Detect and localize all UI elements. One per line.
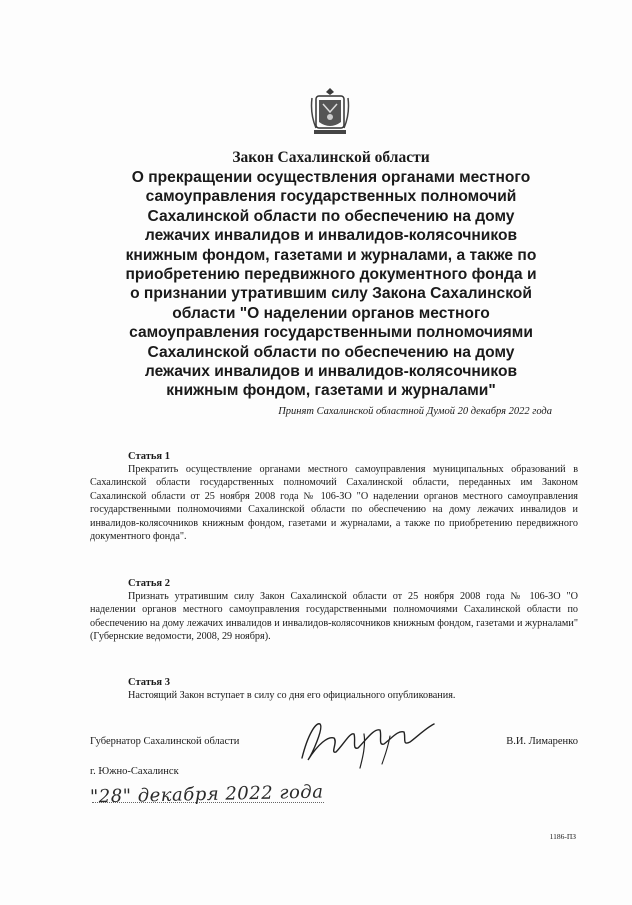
law-title-line: О прекращении осуществления органами местного [131, 169, 531, 186]
article-text: Настоящий Закон вступает в силу со дня его официального опубликования. [128, 690, 456, 701]
date-underline [92, 802, 324, 803]
article-1 [90, 450, 578, 543]
law-title-block [96, 148, 566, 401]
law-title-line: Сахалинской области по обеспечению на дому [147, 343, 515, 361]
article-heading: Статья 3 [128, 677, 170, 688]
governor-name: В.И. Лимаренко [506, 736, 578, 747]
article-text: Признать утратившим силу Закон Сахалинской области от 25 ноября 2008 года № 106-ЗО "О наделении органов местного самоуправления государственными полномочиями Сахалинской области по обеспечению на дому лежачих инвалидов и инвалидов-колясочников книжным фондом, газетами и журналами" (Губернские ведомости, 2008, 29 ноября). [90, 591, 578, 643]
law-title-line: самоуправления государственными полномочиями [129, 324, 533, 342]
law-heading: Закон Сахалинской области [232, 149, 430, 166]
handwritten-signature [294, 714, 444, 770]
law-title-line: лежачих инвалидов и инвалидов-колясочников [144, 363, 518, 381]
city: г. Южно-Сахалинск [90, 766, 179, 777]
article-text: Прекратить осуществление органами местного самоуправления муниципальных образований в Сахалинской области государственных полномочий Сахалинской области, переданных им Законом Сахалинской области от 25 ноября 2008 года № 106-ЗО "О наделении органов местного самоуправления государственными полномочиями Сахалинской области по обеспечению на дому лежачих инвалидов и инвалидов-колясочников книжным фондом, газетами и журналами, а также по приобретению передвижного документного фонда". [90, 464, 578, 543]
article-3 [90, 676, 578, 702]
law-title-line: приобретению передвижного документного фонда и [125, 266, 537, 284]
article-heading: Статья 2 [128, 578, 170, 589]
article-2 [90, 577, 578, 644]
law-title-line: о признании утратившим силу Закона Сахалинской [130, 285, 532, 303]
coat-of-arms-emblem [310, 86, 350, 138]
handwritten-date: "28" декабря 2022 года [89, 781, 324, 808]
law-title-line: лежачих инвалидов и инвалидов-колясочников [144, 227, 518, 245]
governor-title: Губернатор Сахалинской области [90, 736, 240, 747]
law-title-line: самоуправления государственных полномочий [145, 188, 517, 206]
article-heading: Статья 1 [128, 451, 170, 462]
law-title-line: области "О наделении органов местного [172, 304, 490, 322]
law-title-line: книжным фондом, газетами и журналами, а также по [125, 246, 537, 264]
adoption-note: Принят Сахалинской областной Думой 20 декабря 2022 года [278, 406, 552, 417]
document-number: 1186-ПЗ [549, 832, 576, 841]
law-title-line: книжным фондом, газетами и журналами" [166, 382, 496, 400]
law-title [96, 168, 566, 401]
law-title-line: Сахалинской области по обеспечению на дому [147, 207, 515, 225]
